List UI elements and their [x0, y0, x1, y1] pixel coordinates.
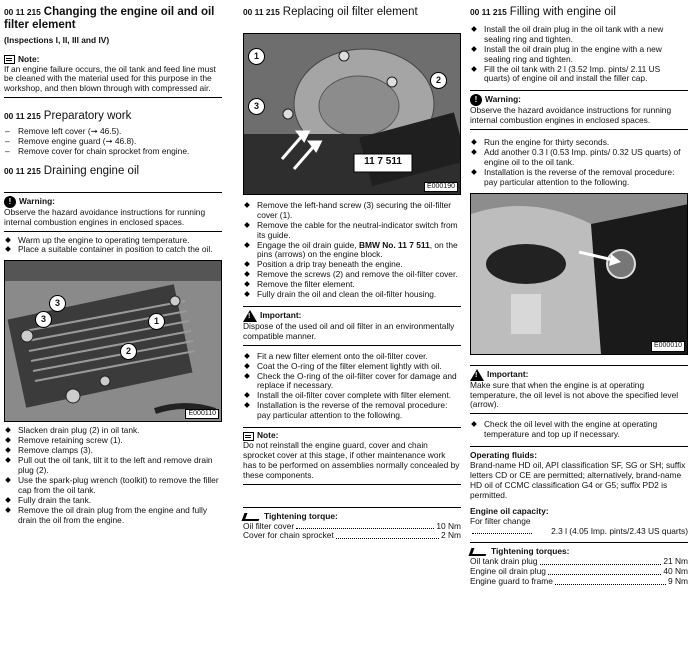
- torque-name: Oil tank drain plug: [470, 556, 538, 567]
- torque-value: 10 Nm: [436, 520, 461, 531]
- list-item: Run the engine for thirty seconds.: [470, 138, 688, 148]
- torque-label: Tightening torque:: [264, 510, 338, 521]
- oil-tank-photo: [4, 260, 222, 422]
- section-code: 00 11 215: [243, 7, 280, 17]
- list-item: Installation is the reverse of the removal procedure: pay particular attention to the following.: [470, 168, 688, 188]
- capacity-label: Engine oil capacity:: [470, 505, 549, 516]
- list-item: Fill the oil tank with 2 l (3.52 Imp. pints/ 2.11 US quarts) of engine oil and install the filler cap.: [470, 65, 688, 85]
- list-item: Use the spark-plug wrench (toolkit) to remove the filler cap from the oil tank.: [4, 476, 222, 496]
- inspection-subtitle: (Inspections I, II, III and IV): [4, 34, 110, 45]
- warning-label: Warning:: [19, 195, 55, 206]
- important-icon: !: [243, 310, 257, 322]
- list-item: Check the O-ring of the oil-filter cover for damage and replace if necessary.: [243, 372, 461, 392]
- important-block: [243, 306, 461, 346]
- warning-text: Observe the hazard avoidance instructions for running internal combustion engines in enclosed spaces.: [470, 105, 672, 126]
- warning-block: [470, 90, 688, 130]
- important-label: Important:: [487, 368, 529, 379]
- list-item: – Remove cover for chain sprocket from engine.: [4, 147, 222, 157]
- list-item: Coat the O-ring of the filter element lightly with oil.: [243, 362, 461, 372]
- step-list: [4, 426, 222, 525]
- callout-2: 2: [120, 343, 137, 360]
- callout-3: 3: [49, 295, 66, 312]
- list-item: Fit a new filter element onto the oil-filter cover.: [243, 352, 461, 362]
- step-text: , on the pins (arrows) on the engine block.: [257, 239, 458, 260]
- list-item: Check the oil level with the engine at operating temperature and top up if necessary.: [470, 420, 688, 440]
- warning-text: Observe the hazard avoidance instructions for running internal combustion engines in enclosed spaces.: [4, 206, 206, 227]
- capacity-value: 2.3 l (4.05 Imp. pints/2.43 US quarts): [551, 525, 688, 536]
- section-title-text: Draining engine oil: [43, 164, 140, 177]
- wrench-icon: [242, 513, 262, 521]
- list-item: Remove the left-hand screw (3) securing the oil-filter cover (1).: [243, 201, 461, 221]
- list-item: Add another 0.3 l (0.53 Imp. pints/ 0.32 US quarts) of engine oil to the oil tank.: [470, 148, 688, 168]
- section-code: 00 11 215: [4, 165, 41, 176]
- torque-block: [243, 507, 461, 542]
- warning-icon: !: [4, 196, 16, 208]
- warning-label: Warning:: [485, 94, 521, 105]
- prep-list: [4, 127, 222, 157]
- step-text: Engage the oil drain guide,: [257, 239, 357, 250]
- list-item: Pull out the oil tank, tilt it to the left and remove drain plug (2).: [4, 456, 222, 476]
- oil-level-illustration: [471, 194, 688, 354]
- torque-row: [243, 531, 461, 541]
- callout-1: 1: [148, 313, 165, 330]
- important-icon: !: [470, 369, 484, 381]
- warning-block: [4, 192, 222, 232]
- list-item: Warm up the engine to operating temperature.: [4, 236, 222, 246]
- note-block: [4, 55, 222, 99]
- callout-1: 1: [248, 48, 265, 65]
- fluids-text: Brand-name HD oil, API classification SF, SG or SH; suffix letters CD or CE are permitted; alternatively, brand-name HD oil of CCMC classification G4 or G5; suffix PD2 is permitted.: [470, 460, 686, 500]
- step-list: [243, 201, 461, 300]
- figure-code: E000010: [651, 341, 685, 351]
- torque-value: 21 Nm: [663, 556, 688, 567]
- note-label: Note:: [257, 430, 279, 441]
- list-item: Slacken drain plug (2) in oil tank.: [4, 426, 222, 436]
- torque-name: Engine guard to frame: [470, 576, 553, 587]
- list-item: Remove the oil drain plug from the engine and fully drain the oil from the engine.: [4, 506, 222, 526]
- note-icon: [4, 55, 15, 64]
- section-title: [4, 165, 222, 178]
- section-title-text: Changing the engine oil and oil filter element: [4, 6, 215, 31]
- callout-2: 2: [430, 72, 447, 89]
- list-item: Remove clamps (3).: [4, 446, 222, 456]
- section-title: [4, 6, 222, 32]
- important-label: Important:: [260, 309, 302, 320]
- step-list: [243, 352, 461, 421]
- step-list: [4, 236, 222, 256]
- oil-filter-illustration: [244, 34, 461, 194]
- list-item: Install the oil drain plug in the engine with a new sealing ring and tighten.: [470, 45, 688, 65]
- tool-number: BMW No. 11 7 511: [358, 239, 430, 250]
- callout-3: 3: [248, 98, 265, 115]
- note-text: If an engine failure occurs, the oil tank and feed line must be cleaned with the material used for this purpose in the workshop, and then blown through with compressed air.: [4, 63, 216, 94]
- section-title-text: Preparatory work: [43, 110, 132, 123]
- fluids-label: Operating fluids:: [470, 450, 537, 461]
- oil-level-photo: [470, 193, 688, 355]
- fluids-block: [470, 446, 688, 501]
- list-item: Fully drain the tank.: [4, 496, 222, 506]
- torque-value: 2 Nm: [440, 530, 461, 541]
- note-text: Do not reinstall the engine guard, cover and chain sprocket cover at this stage, if other maintenance work has to be performed on assemblies normally concealed by these components.: [243, 440, 460, 480]
- list-item: Install the oil-filter cover complete with filter element.: [243, 391, 461, 401]
- list-item: Position a drip tray beneath the engine.: [243, 260, 461, 270]
- important-block: [470, 365, 688, 415]
- note-label: Note:: [18, 53, 40, 64]
- torque-name: Engine oil drain plug: [470, 566, 546, 577]
- section-code: 00 11 215: [4, 7, 41, 17]
- list-item: – Remove engine guard (➞ 46.8).: [4, 137, 222, 147]
- wrench-icon: [469, 548, 489, 556]
- warning-icon: !: [470, 94, 482, 106]
- section-title: [470, 6, 688, 19]
- list-item: Fully drain the oil and clean the oil-filter housing.: [243, 290, 461, 300]
- capacity-row: [470, 527, 688, 537]
- torque-value: 40 Nm: [663, 566, 688, 577]
- section-title: [4, 110, 222, 123]
- oil-tank-illustration: [5, 261, 222, 421]
- torque-block: [470, 542, 688, 587]
- torque-value: 9 Nm: [667, 576, 688, 587]
- important-text: Make sure that when the engine is at operating temperature, the oil level is not above the specified level (arrow).: [470, 379, 679, 410]
- torque-name: Oil filter cover: [243, 520, 295, 531]
- section-code: 00 11 215: [4, 111, 41, 122]
- capacity-block: [470, 507, 688, 537]
- list-item: Remove the cable for the neutral-indicator switch from its guide.: [243, 221, 461, 241]
- torque-label: Tightening torques:: [491, 546, 570, 557]
- capacity-text: For filter change: [470, 515, 531, 526]
- list-item: Install the oil drain plug in the oil tank with a new sealing ring and tighten.: [470, 25, 688, 45]
- step-list: [470, 420, 688, 440]
- list-item: Remove the screws (2) and remove the oil-filter cover.: [243, 270, 461, 280]
- figure-code: E000190: [424, 182, 458, 192]
- figure-code: E000110: [185, 409, 219, 419]
- torque-name: Cover for chain sprocket: [243, 530, 334, 541]
- list-item: [243, 241, 461, 261]
- torque-row: [470, 577, 688, 587]
- step-list: [470, 138, 688, 188]
- column-1: [4, 0, 222, 525]
- list-item: Place a suitable container in position to catch the oil.: [4, 245, 222, 255]
- list-item: – Remove left cover (➞ 46.5).: [4, 127, 222, 137]
- list-item: Remove the filter element.: [243, 280, 461, 290]
- list-item: Remove retaining screw (1).: [4, 436, 222, 446]
- column-2: [243, 0, 461, 541]
- section-title-text: Filling with engine oil: [509, 6, 616, 18]
- tool-number-label: 11 7 511: [364, 155, 402, 167]
- section-code: 00 11 215: [470, 7, 507, 17]
- section-title-text: Replacing oil filter element: [282, 6, 418, 18]
- column-3: [470, 0, 688, 587]
- list-item: Installation is the reverse of the removal procedure: pay particular attention to the following.: [243, 401, 461, 421]
- important-text: Dispose of the used oil and oil filter in an environmentally compatible manner.: [243, 320, 455, 341]
- callout-3: 3: [35, 311, 52, 328]
- step-list: [470, 25, 688, 84]
- section-title: [243, 6, 461, 19]
- oil-filter-photo: [243, 33, 461, 195]
- note-block: [243, 427, 461, 485]
- note-icon: [243, 432, 254, 441]
